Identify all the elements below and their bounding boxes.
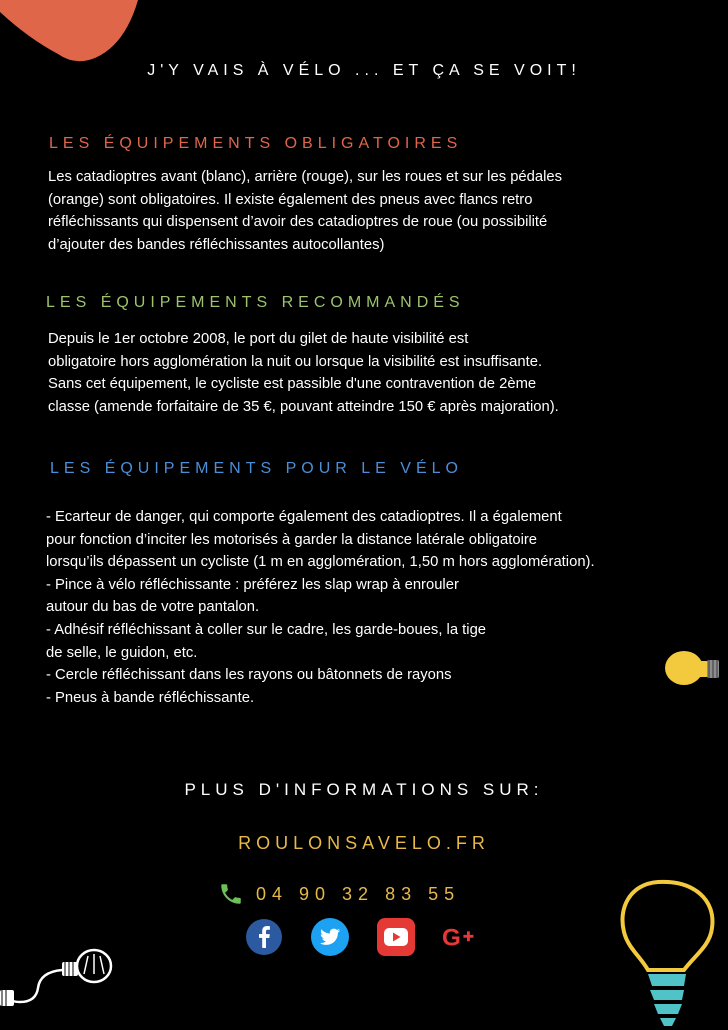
text-line: - Pince à vélo réfléchissante : préférez les slap wrap à enrouler [46, 576, 459, 593]
text-line: Sans cet équipement, le cycliste est passible d'une contravention de 2ème [48, 376, 537, 393]
text-line: (orange) sont obligatoires. Il existe également des pneus avec flancs retro [48, 191, 533, 208]
google-plus-button[interactable] [442, 917, 482, 957]
text-line: d’ajouter des bandes réfléchissantes autocollantes) [48, 236, 385, 253]
facebook-button[interactable] [244, 917, 284, 957]
lightbulb-outline-white [0, 944, 120, 1030]
section-heading-obligatoires: LES ÉQUIPEMENTS OBLIGATOIRES [49, 135, 463, 152]
lightbulb-outline-yellow [614, 874, 728, 1030]
lightbulb-yellow [662, 646, 724, 692]
text-line: - Cercle réfléchissant dans les rayons ou bâtonnets de rayons [46, 667, 452, 684]
text-line: pour fonction d’inciter les motorisés à garder la distance latérale obligatoire [46, 531, 538, 548]
youtube-button[interactable] [376, 917, 416, 957]
phone-row[interactable] [218, 876, 460, 912]
section-heading-velo: LES ÉQUIPEMENTS POUR LE VÉLO [50, 460, 463, 477]
phone-number: 04 90 32 83 55 [256, 883, 461, 904]
social-icons [244, 917, 508, 957]
phone-icon [218, 880, 244, 908]
text-line: classe (amende forfaitaire de 35 €, pouvant atteindre 150 € après majoration). [48, 398, 559, 415]
text-line: - Ecarteur de danger, qui comporte également des catadioptres. Il a également [46, 509, 562, 525]
text-line: obligatoire hors agglomération la nuit ou lorsque la visibilité est insuffisante. [48, 353, 543, 370]
text-line: autour du bas de votre pantalon. [46, 599, 260, 616]
facebook-icon [245, 918, 283, 956]
text-line: réfléchissants qui dispensent d’avoir des catadioptres de roue (ou possibilité [48, 214, 548, 231]
youtube-icon [376, 917, 416, 957]
section-text-recommandes [48, 328, 559, 418]
twitter-icon [310, 917, 350, 957]
text-line: lorsqu’ils dépassent un cycliste (1 m en agglomération, 1,50 m hors agglomération). [46, 554, 595, 571]
text-line: Depuis le 1er octobre 2008, le port du gilet de haute visibilité est [48, 331, 469, 347]
more-info-label: PLUS D'INFORMATIONS SUR: [184, 780, 544, 799]
website-link[interactable]: ROULONSAVELO.FR [238, 833, 490, 853]
text-line: Les catadioptres avant (blanc), arrière (rouge), sur les roues et sur les pédales [48, 169, 563, 185]
twitter-button[interactable] [310, 917, 350, 957]
text-line: de selle, le guidon, etc. [46, 644, 198, 661]
section-heading-recommandes: LES ÉQUIPEMENTS RECOMMANDÉS [46, 294, 465, 311]
text-line: - Pneus à bande réfléchissante. [46, 689, 255, 706]
section-text-velo [46, 506, 595, 709]
orange-blob [0, 0, 150, 70]
google-plus-icon [442, 917, 482, 957]
svg-text:G: G [442, 924, 461, 952]
text-line: - Adhésif réfléchissant à coller sur le cadre, les garde-boues, la tige [46, 621, 487, 638]
section-text-obligatoires [48, 166, 562, 256]
tagline: J'Y VAIS À VÉLO ... ET ÇA SE VOIT! [147, 62, 581, 79]
